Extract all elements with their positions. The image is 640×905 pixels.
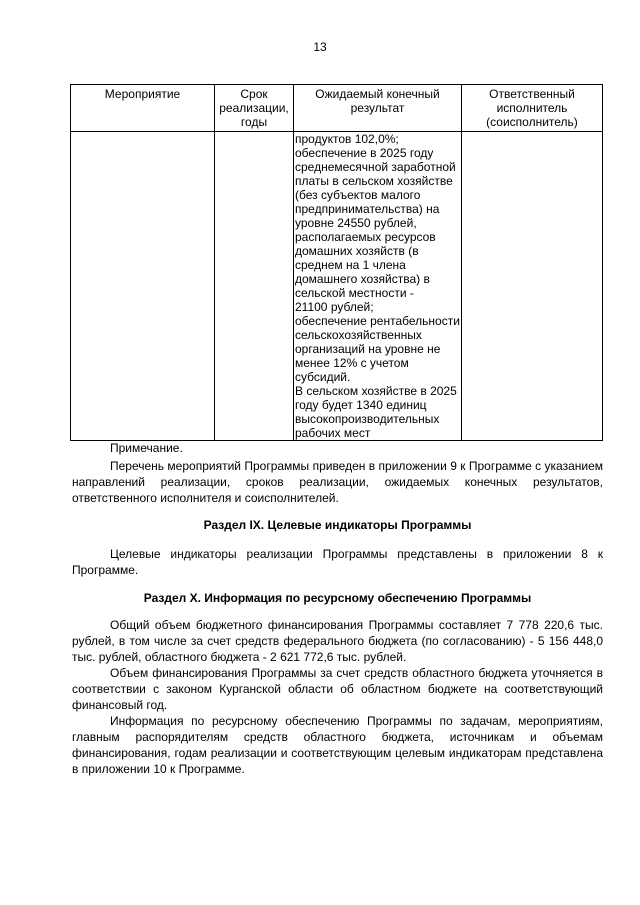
header-line: Срок: [240, 87, 268, 101]
page-number: 13: [313, 40, 327, 54]
section9-text: Целевые индикаторы реализации Программы представлены в приложении 8 к Программе.: [72, 547, 603, 577]
result-line: году будет 1340 единиц: [295, 398, 427, 412]
section10-paragraph-1: Общий объем бюджетного финансирования Программы составляет 7 778 220,6 тыс. рублей, в том числе за счет средств федерального бюджета (по согласованию) - 5 156 448,0 тыс. рублей, областного бюджета - 2 621 772,6 тыс. рублей.: [72, 618, 603, 664]
header-term: [215, 85, 294, 132]
table-header-row: [71, 85, 603, 132]
result-line: платы в сельском хозяйстве: [295, 174, 453, 188]
table-row: [71, 132, 603, 441]
header-line: результат: [350, 101, 405, 115]
note-text: Перечень мероприятий Программы приведен в приложении 9 к Программе с указанием направлений реализации, сроков реализации, ожидаемых конечных результатов, ответственного исполнителя и соисполнителей.: [72, 459, 603, 505]
header-event: [71, 85, 215, 132]
result-line: располагаемых ресурсов: [295, 230, 436, 244]
result-line: домашних хозяйств (в: [295, 244, 419, 258]
section10-paragraph-3: Информация по ресурсному обеспечению Программы по задачам, мероприятиям, главным распорядителям средств областного бюджета, источникам и объемам финансирования, годам реализации и соответствующим целевым индикаторам представлена в приложении 10 к Программе.: [72, 714, 603, 776]
result-line: продуктов 102,0%;: [295, 132, 399, 146]
result-line: сельской местности -: [295, 286, 414, 300]
cell-responsible: [462, 132, 603, 441]
section9-block: [72, 546, 603, 578]
cell-result: [294, 132, 462, 441]
header-line: реализации,: [219, 101, 289, 115]
header-line: Ответственный: [489, 87, 575, 101]
result-line: организаций на уровне не: [295, 342, 441, 356]
result-line: обеспечение в 2025 году: [295, 146, 434, 160]
note-title: Примечание.: [110, 441, 183, 455]
section9-heading: Раздел IX. Целевые индикаторы Программы: [203, 518, 472, 532]
result-line: 21100 рублей;: [295, 300, 374, 314]
result-line: менее 12% с учетом: [295, 356, 409, 370]
section10-block: [72, 617, 603, 777]
result-line: домашнего хозяйства) в: [295, 272, 430, 286]
result-line: предпринимательства) на: [295, 202, 440, 216]
section10-paragraph-2: Объем финансирования Программы за счет средств областного бюджета уточняется в соответствии с законом Курганской области об областном бюджете на соответствующий финансовый год.: [72, 666, 603, 712]
header-line: (соисполнитель): [486, 115, 578, 129]
result-line: рабочих мест: [295, 426, 371, 440]
result-line: сельскохозяйственных: [295, 328, 422, 342]
result-line: В сельском хозяйстве в 2025: [295, 384, 457, 398]
program-table: [70, 84, 603, 441]
header-line: Мероприятие: [104, 87, 181, 101]
header-result: [294, 85, 462, 132]
header-responsible: [462, 85, 603, 132]
header-line: исполнитель: [496, 101, 568, 115]
result-line: уровне 24550 рублей,: [295, 216, 417, 230]
result-line: высокопроизводительных: [295, 412, 440, 426]
header-line: годы: [240, 115, 268, 129]
result-line: обеспечение рентабельности: [295, 314, 460, 328]
section10-heading: Раздел X. Информация по ресурсному обеспечению Программы: [143, 591, 532, 605]
header-line: Ожидаемый конечный: [315, 87, 440, 101]
result-line: (без субъектов малого: [295, 188, 421, 202]
result-line: среднемесячной заработной: [295, 160, 456, 174]
note-block: [72, 440, 603, 506]
result-line: среднем на 1 члена: [295, 258, 406, 272]
cell-term: [215, 132, 294, 441]
result-line: субсидий.: [295, 370, 351, 384]
cell-event: [71, 132, 215, 441]
